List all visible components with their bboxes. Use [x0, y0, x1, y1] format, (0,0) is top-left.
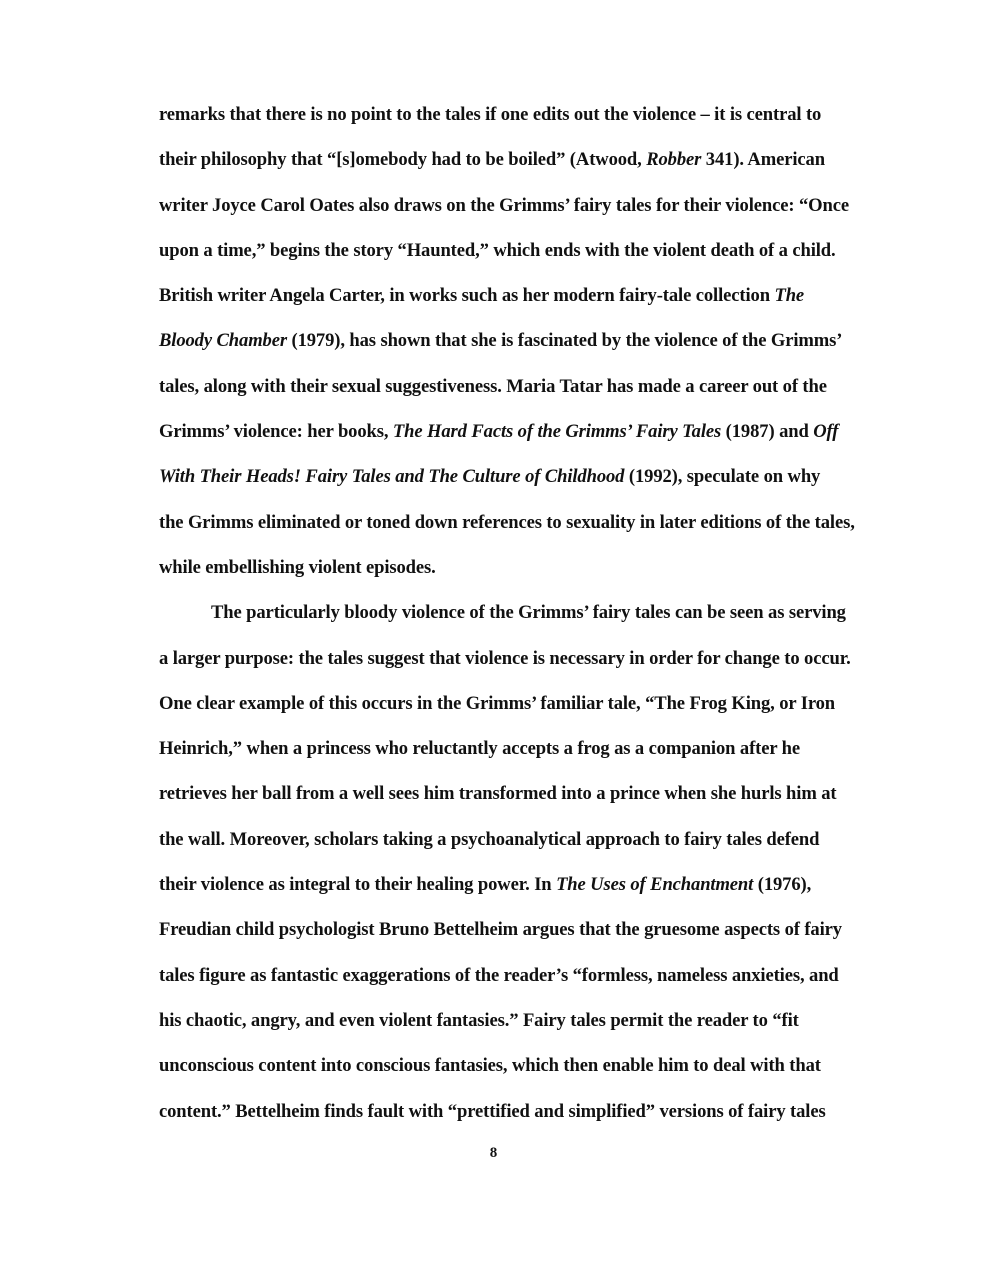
text-segment: retrieves her ball from a well sees him transformed into a prince when she hurls him at	[159, 783, 837, 805]
text-segment: (1979), has shown that she is fascinated by the violence of the Grimms’	[286, 330, 843, 352]
italic-title-segment: The Hard Facts of the Grimms’ Fairy Tales	[392, 421, 722, 443]
text-segment: the Grimms eliminated or toned down references to sexuality in later editions of the tales,	[159, 511, 855, 533]
italic-title-segment: With Their Heads! Fairy Tales and The Culture of Childhood	[159, 466, 625, 488]
text-segment: tales, along with their sexual suggestiveness. Maria Tatar has made a career out of the	[159, 375, 827, 397]
text-line	[159, 639, 899, 684]
text-segment: (1987) and	[721, 421, 814, 443]
text-segment: Grimms’ violence: her books,	[159, 421, 393, 443]
page-number: 8	[489, 1145, 498, 1161]
text-segment: (1992), speculate on why	[624, 466, 821, 488]
text-segment: a larger purpose: the tales suggest that violence is necessary in order for change to occur.	[159, 647, 851, 669]
text-segment: Freudian child psychologist Bruno Bettelheim argues that the gruesome aspects of fairy	[159, 919, 842, 941]
text-line	[159, 548, 899, 593]
text-segment: their philosophy that “[s]omebody had to be boiled” (Atwood,	[159, 149, 647, 171]
text-line	[159, 367, 899, 412]
text-segment: while embellishing violent episodes.	[159, 556, 436, 578]
text-segment: Heinrich,” when a princess who reluctantly accepts a frog as a companion after he	[159, 738, 801, 760]
text-segment: their violence as integral to their healing power. In	[159, 874, 557, 896]
text-line	[159, 186, 899, 231]
text-line	[159, 95, 899, 140]
text-segment: remarks that there is no point to the tales if one edits out the violence – it is central to	[159, 104, 822, 125]
text-line	[159, 276, 899, 321]
text-line	[159, 231, 899, 276]
text-line	[159, 321, 899, 366]
text-segment: tales figure as fantastic exaggerations of the reader’s “formless, nameless anxieties, and	[159, 964, 839, 986]
text-line	[159, 593, 899, 638]
text-segment: (1976),	[753, 874, 812, 896]
text-segment: The particularly bloody violence of the Grimms’ fairy tales can be seen as serving	[211, 602, 846, 624]
text-line	[159, 1001, 899, 1046]
text-line	[159, 412, 899, 457]
text-segment: writer Joyce Carol Oates also draws on the Grimms’ fairy tales for their violence: “Once	[159, 194, 849, 216]
text-line	[159, 820, 899, 865]
text-line	[159, 865, 899, 910]
text-line	[159, 1046, 899, 1091]
text-line	[159, 684, 899, 729]
italic-title-segment: Robber	[646, 149, 702, 171]
text-segment: the wall. Moreover, scholars taking a psychoanalytical approach to fairy tales defend	[159, 828, 820, 850]
text-segment: British writer Angela Carter, in works such as her modern fairy-tale collection	[159, 285, 775, 307]
text-line	[159, 503, 899, 548]
text-line	[159, 1092, 899, 1137]
text-line	[159, 729, 899, 774]
italic-title-segment: The Uses of Enchantment	[556, 874, 754, 896]
italic-title-segment: Off	[813, 421, 839, 443]
text-segment: One clear example of this occurs in the Grimms’ familiar tale, “The Frog King, or Iron	[159, 692, 836, 714]
text-line	[159, 774, 899, 819]
text-segment: 341). American	[701, 149, 825, 171]
text-line	[159, 956, 899, 1001]
italic-title-segment: Bloody Chamber	[159, 330, 287, 352]
italic-title-segment: The	[774, 285, 805, 307]
text-line	[159, 910, 899, 955]
text-line	[159, 140, 899, 185]
text-line	[159, 457, 899, 502]
text-segment: content.” Bettelheim finds fault with “prettified and simplified” versions of fairy tales	[159, 1100, 826, 1122]
text-segment: his chaotic, angry, and even violent fantasies.” Fairy tales permit the reader to “fit	[159, 1009, 799, 1031]
text-segment: unconscious content into conscious fantasies, which then enable him to deal with that	[159, 1055, 821, 1077]
text-segment: upon a time,” begins the story “Haunted,” which ends with the violent death of a child.	[159, 239, 836, 261]
body-text	[159, 95, 899, 1137]
